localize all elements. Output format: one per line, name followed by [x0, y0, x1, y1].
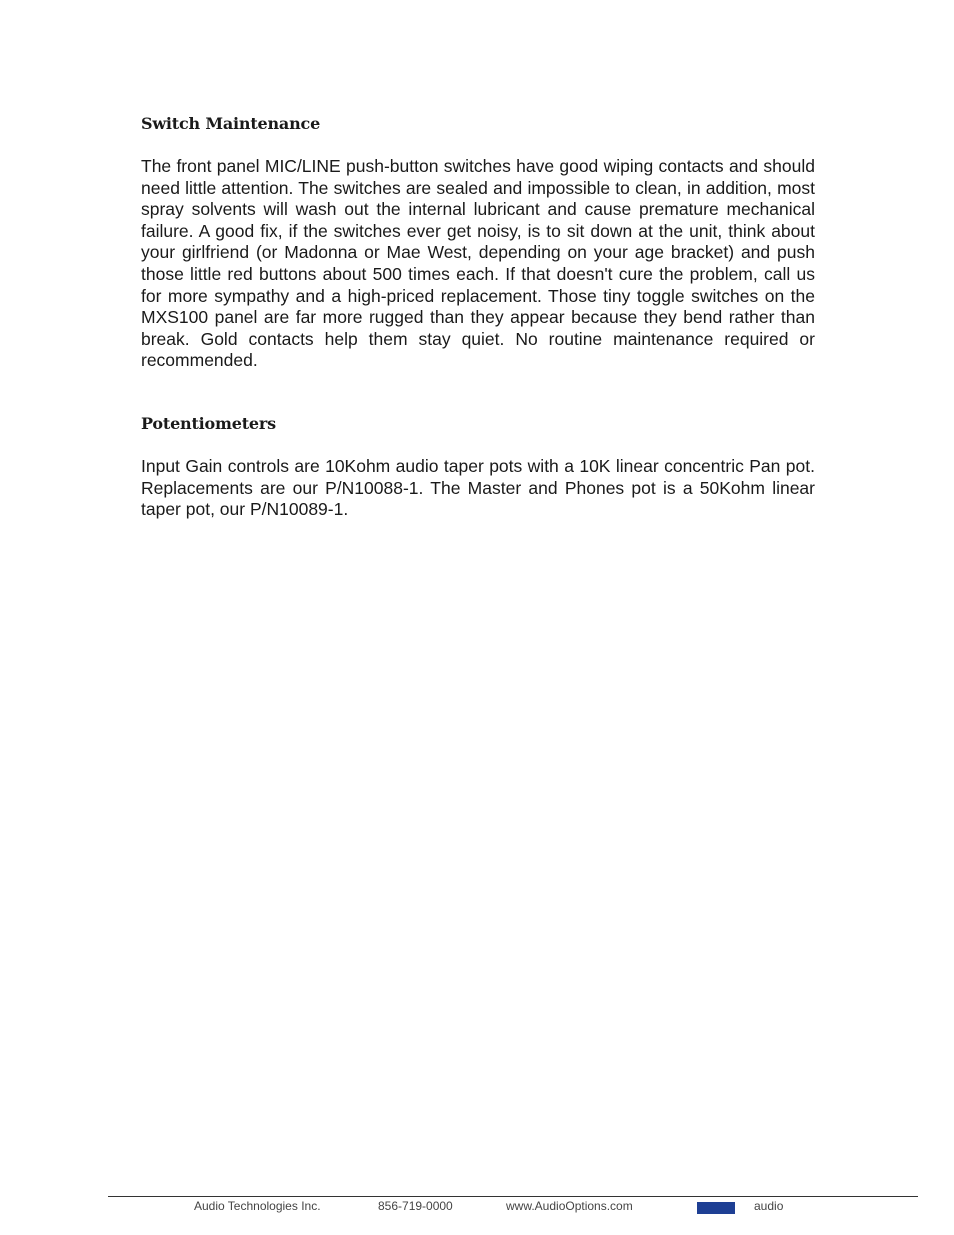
section-body-potentiometers: Input Gain controls are 10Kohm audio taper pots with a 10K linear concentric Pan pot. Replacements are our P/N10088-1. The Master and Phones pot is a 50Kohm linear taper pot, our P/N10089-1. — [141, 455, 815, 520]
footer-website: www.AudioOptions.com — [506, 1199, 633, 1213]
page-footer — [108, 1199, 918, 1235]
section-heading-switch-maintenance: Switch Maintenance — [141, 114, 321, 133]
footer-phone: 856-719-0000 — [378, 1199, 453, 1213]
section-body-switch-maintenance: The front panel MIC/LINE push-button switches have good wiping contacts and should need little attention. The switches are sealed and impossible to clean, in addition, most spray solvents will wash out the internal lubricant and cause premature mechanical failure. A good fix, if the switches ever get noisy, is to sit down at the unit, think about your girlfriend (or Madonna or Mae West, depending on your age bracket) and push those little red buttons about 500 times each. If that doesn't cure the problem, call us for more sympathy and a high-priced replacement. Those tiny toggle switches on the MXS100 panel are far more rugged than they appear because they bend rather than break. Gold contacts help them stay quiet. No routine maintenance required or recommended. — [141, 156, 815, 371]
document-content — [141, 112, 815, 521]
company-logo-icon — [697, 1202, 735, 1214]
footer-company-name: Audio Technologies Inc. — [194, 1199, 321, 1213]
footer-divider — [108, 1196, 918, 1197]
section-heading-potentiometers: Potentiometers — [141, 413, 276, 433]
footer-tail-text: audio — [754, 1199, 784, 1213]
